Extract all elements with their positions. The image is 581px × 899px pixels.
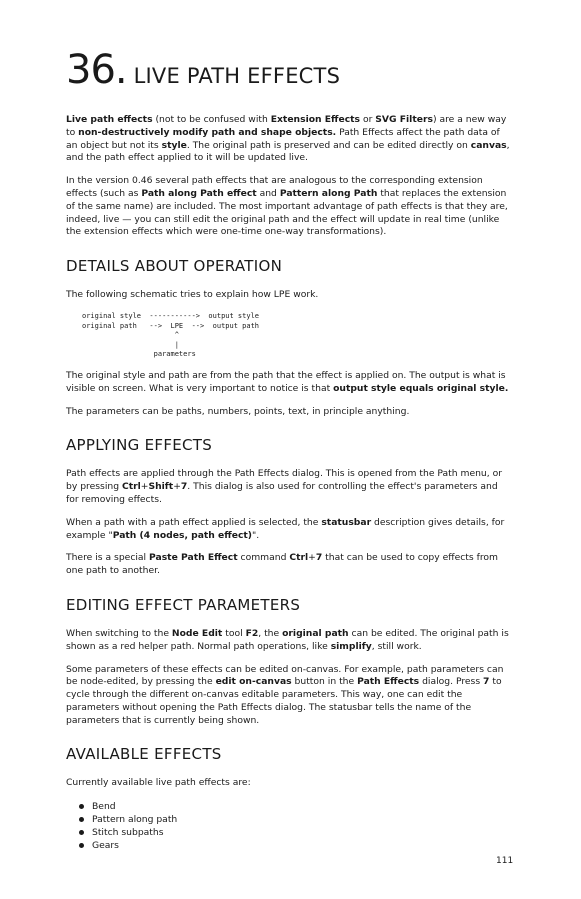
- text-run: The original style and path are from the path that the effect is applied on. The output is what is visible on screen. What is very important to notice is that: [66, 369, 506, 394]
- text-run: +: [173, 481, 181, 493]
- text-run: can be edited. The original path is shown as a red helper path. Normal path operations, like: [66, 627, 509, 652]
- text-run: to cycle through the different on-canvas editable parameters. This way, one can edit the parameters without opening the Path Effects dialog. The statusbar tells the name of the parameters that is currently being shown.: [66, 676, 502, 726]
- intro-paragraph-2: [66, 175, 513, 239]
- key-7: 7: [315, 552, 323, 564]
- text-run: , the: [258, 627, 283, 639]
- term-output-style-equals-original: output style equals original style.: [333, 382, 509, 394]
- term-paste-path-effect: Paste Path Effect: [149, 552, 238, 564]
- chapter-title-text: LIVE PATH EFFECTS: [133, 64, 341, 88]
- term-extension-effects: Extension Effects: [270, 114, 361, 125]
- heading-editing-effect-parameters: EDITING EFFECT PARAMETERS: [66, 595, 301, 614]
- term-live-path-effects: Live path effects: [66, 114, 153, 125]
- details-paragraph-3: The parameters can be paths, numbers, points, text, in principle anything.: [66, 405, 410, 417]
- text-run: Path effects are applied through the Path Effects dialog. This is opened from the Path menu, or by pressing: [66, 468, 502, 493]
- text-run: dialog. Press: [419, 676, 484, 688]
- text-run: +: [140, 481, 149, 493]
- text-run: +: [308, 552, 316, 564]
- text-run: When a path with a path effect applied is selected, the: [66, 516, 322, 528]
- list-item: Stitch subpaths: [92, 826, 513, 839]
- page-number: 111: [496, 856, 514, 866]
- text-run: (not to be confused with: [152, 114, 271, 125]
- editing-paragraph-1: [66, 628, 513, 654]
- text-run: There is a special: [66, 552, 150, 564]
- text-run: In the version 0.46 several path effects that are analogous to the corresponding extension effects (such as: [66, 175, 483, 199]
- heading-details-about-operation: DETAILS ABOUT OPERATION: [66, 257, 283, 276]
- text-run: , still work.: [371, 640, 422, 652]
- term-pattern-along-path: Pattern along Path: [279, 187, 378, 199]
- page-content: [66, 114, 513, 852]
- applying-paragraph-2: [66, 517, 513, 543]
- chapter-number-dot: .: [114, 47, 128, 93]
- lpe-schematic: original style -----------> output style original path --> LPE --> output path ^ | parameters: [82, 311, 260, 359]
- text-run: that can be used to copy effects from one path to another.: [66, 552, 498, 577]
- text-run: ) are a new way to: [66, 114, 507, 138]
- list-item: Gears: [92, 839, 513, 852]
- details-paragraph-2: [66, 370, 513, 396]
- key-7: 7: [483, 676, 490, 688]
- term-original-path: original path: [282, 627, 349, 639]
- term-edit-on-canvas: edit on-canvas: [215, 676, 292, 688]
- chapter-number: 36: [66, 47, 115, 93]
- text-run: . The original path is preserved and can be edited directly on: [186, 139, 471, 151]
- editing-paragraph-2: [66, 664, 513, 728]
- intro-paragraph-1: [66, 114, 513, 165]
- text-run: command: [237, 552, 290, 564]
- text-run: , and the path effect applied to it will be updated live.: [66, 139, 510, 164]
- key-f2: F2: [245, 627, 259, 639]
- term-non-destructive: non-destructively modify path and shape objects.: [78, 126, 337, 138]
- details-paragraph-1: The following schematic tries to explain how LPE work.: [66, 289, 319, 301]
- text-run: tool: [222, 627, 246, 639]
- text-run: or: [360, 114, 376, 125]
- key-ctrl: Ctrl: [121, 481, 141, 493]
- text-run: . This dialog is also used for controlling the effect's parameters and for removing effects.: [66, 481, 498, 505]
- text-run: button in the: [291, 676, 358, 688]
- text-run: When switching to the: [66, 627, 172, 639]
- term-canvas: canvas: [470, 139, 507, 151]
- term-path-along-path: Path along Path effect: [141, 187, 257, 199]
- term-statusbar: statusbar: [321, 516, 372, 528]
- text-run: description gives details, for example ": [66, 516, 505, 541]
- text-run: ".: [251, 529, 260, 541]
- key-7: 7: [180, 481, 188, 493]
- term-style: style: [161, 139, 187, 151]
- term-svg-filters: SVG Filters: [375, 114, 433, 125]
- term-status-example: Path (4 nodes, path effect): [112, 529, 252, 541]
- applying-paragraph-1: [66, 468, 513, 506]
- heading-applying-effects: APPLYING EFFECTS: [66, 436, 213, 455]
- list-item: Pattern along path: [92, 813, 513, 826]
- effects-list: [66, 800, 513, 852]
- key-ctrl: Ctrl: [289, 552, 309, 564]
- text-run: Path Effects affect the path data of an object but not its: [66, 126, 500, 151]
- heading-available-effects: AVAILABLE EFFECTS: [66, 745, 222, 764]
- applying-paragraph-3: [66, 552, 513, 578]
- text-run: that replaces the extension of the same name) are included. The most important advantage of path effects is that they are, indeed, live — you can still edit the original path and the effect will update in real time (unlike the extension effects which were one-time one-way transformations).: [66, 187, 508, 238]
- list-item: Bend: [92, 800, 513, 813]
- key-shift: Shift: [148, 481, 174, 493]
- text-run: and: [256, 187, 280, 199]
- available-paragraph-1: Currently available live path effects are:: [66, 777, 251, 789]
- text-run: Some parameters of these effects can be edited on-canvas. For example, path parameters can be node-edited, by pressing the: [66, 663, 504, 688]
- chapter-title: [66, 47, 341, 93]
- term-path-effects: Path Effects: [357, 676, 420, 688]
- term-node-edit: Node Edit: [171, 627, 223, 639]
- term-simplify: simplify: [330, 640, 372, 652]
